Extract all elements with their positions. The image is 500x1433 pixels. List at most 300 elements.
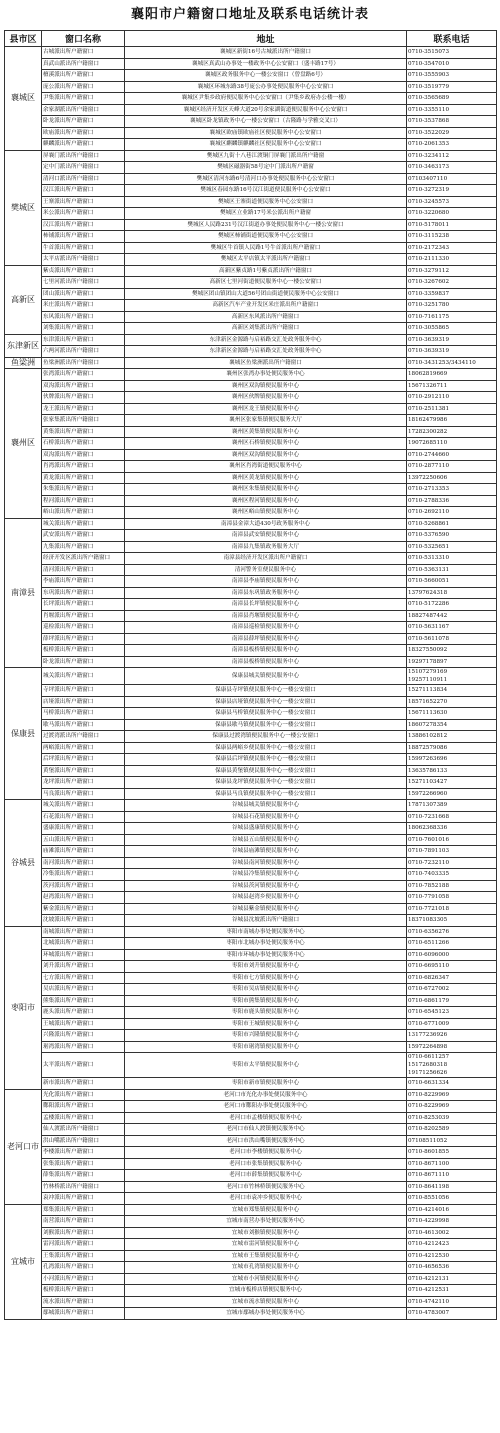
table-row bbox=[5, 1007, 497, 1019]
address-cell: 襄城区经济开发区天峰大道20号余家湖街道便民服务中心公安窗口 bbox=[125, 104, 407, 116]
address-cell: 保康县两峪乡便民服务中心一楼公安窗口 bbox=[125, 742, 407, 754]
address-cell: 谷城县冷集镇便民服务中心 bbox=[125, 869, 407, 881]
table-row bbox=[5, 323, 497, 335]
address-cell: 老河口市光化办事处便民服务中心 bbox=[125, 1089, 407, 1101]
address-cell: 襄州区程河镇便民服务中心 bbox=[125, 495, 407, 507]
phone-cell: 0710-3251780 bbox=[407, 300, 497, 312]
phone-cell: 0710-7601016 bbox=[407, 834, 497, 846]
address-cell: 谷城县五山镇便民服务中心 bbox=[125, 834, 407, 846]
table-row bbox=[5, 742, 497, 754]
phone-cell: 0710-5178011 bbox=[407, 219, 497, 231]
address-cell: 襄城区鱼梁洲派出所户籍窗口 bbox=[125, 357, 407, 369]
phone-cell: 0710-6727002 bbox=[407, 984, 497, 996]
table-row bbox=[5, 507, 497, 519]
address-cell: 樊城区牛首镇人民路1号牛首派出所户籍窗口 bbox=[125, 242, 407, 254]
window-name-cell: 真武山派出所户籍窗口 bbox=[42, 58, 125, 70]
address-cell: 襄城区卧龙镇政务中心一楼公安窗口（古隆路与学雅交叉口） bbox=[125, 116, 407, 128]
address-cell: 襄州区双沟镇便民服务中心 bbox=[125, 449, 407, 461]
phone-cell: 0710-5172286 bbox=[407, 599, 497, 611]
address-cell: 保康县店垭镇便民服务中心一楼公安窗口 bbox=[125, 696, 407, 708]
phone-cell: 17871307389 bbox=[407, 800, 497, 812]
phone-cell: 0710-8229969 bbox=[407, 1089, 497, 1101]
address-cell: 襄州区峪山镇便民服务中心 bbox=[125, 507, 407, 519]
table-row bbox=[5, 196, 497, 208]
window-name-cell: 赵湾派出所户籍窗口 bbox=[42, 892, 125, 904]
window-name-cell: 牛首派出所户籍窗口 bbox=[42, 242, 125, 254]
window-name-cell: 米公派出所户籍窗口 bbox=[42, 208, 125, 220]
phone-cell: 07103407110 bbox=[407, 173, 497, 185]
address-cell: 谷城县城关镇便民服务中心 bbox=[125, 800, 407, 812]
address-cell: 枣阳市太平镇便民服务中心 bbox=[125, 1053, 407, 1078]
address-cell: 南漳县金漳大道430号政务服务中心 bbox=[125, 518, 407, 530]
phone-cell: 13177236926 bbox=[407, 1030, 497, 1042]
table-row bbox=[5, 380, 497, 392]
address-cell: 宜城市孔湾镇便民服务中心 bbox=[125, 1262, 407, 1274]
address-cell: 南漳县武安镇便民服务中心 bbox=[125, 530, 407, 542]
address-cell: 保康县城关镇便民服务中心 bbox=[125, 668, 407, 685]
phone-cell: 0710-4212530 bbox=[407, 1250, 497, 1262]
window-name-cell: 南营派出所户籍窗口 bbox=[42, 1216, 125, 1228]
phone-cell: 0710-8641198 bbox=[407, 1181, 497, 1193]
address-cell: 清河警务室便民服务中心 bbox=[125, 564, 407, 576]
table-row bbox=[5, 484, 497, 496]
table-row bbox=[5, 139, 497, 151]
address-cell: 谷城县石花镇便民服务中心 bbox=[125, 811, 407, 823]
table-row bbox=[5, 254, 497, 266]
address-cell: 南漳县薛坪镇便民服务中心 bbox=[125, 633, 407, 645]
phone-line: 19171256626 bbox=[408, 1070, 448, 1076]
address-cell: 谷城县赵湾乡便民服务中心 bbox=[125, 892, 407, 904]
window-name-cell: 长坪派出所户籍窗口 bbox=[42, 599, 125, 611]
phone-cell: 0710-3115238 bbox=[407, 231, 497, 243]
phone-cell: 0710-8229969 bbox=[407, 1101, 497, 1113]
phone-cell: 0710-6631334 bbox=[407, 1078, 497, 1090]
address-cell: 枣阳市熊集镇便民服务中心 bbox=[125, 995, 407, 1007]
table-row bbox=[5, 823, 497, 835]
window-name-cell: 琚湾派出所户籍窗口 bbox=[42, 1041, 125, 1053]
table-row bbox=[5, 633, 497, 645]
address-cell: 枣阳市新市镇便民服务中心 bbox=[125, 1078, 407, 1090]
address-cell: 枣阳市琚湾镇便民服务中心 bbox=[125, 1041, 407, 1053]
phone-cell: 18607278354 bbox=[407, 719, 497, 731]
table-row bbox=[5, 438, 497, 450]
window-name-cell: 程河派出所户籍窗口 bbox=[42, 495, 125, 507]
table-row bbox=[5, 685, 497, 697]
window-name-cell: 太平店派出所户籍窗口 bbox=[42, 254, 125, 266]
phone-cell: 0710-5660051 bbox=[407, 576, 497, 588]
table-row bbox=[5, 116, 497, 128]
window-name-cell: 卧龙派出所户籍窗口 bbox=[42, 116, 125, 128]
table-row bbox=[5, 599, 497, 611]
address-cell: 枣阳市北城办事处便民服务中心 bbox=[125, 938, 407, 950]
phone-cell: 17282300282 bbox=[407, 426, 497, 438]
table-row bbox=[5, 93, 497, 105]
window-name-cell: 张集派出所户籍窗口 bbox=[42, 1158, 125, 1170]
window-name-cell: 流水派出所户籍窗口 bbox=[42, 1296, 125, 1308]
address-cell: 高新区汽车产业开发区米庄派出所户籍窗口 bbox=[125, 300, 407, 312]
phone-cell: 0710-7161175 bbox=[407, 311, 497, 323]
table-row bbox=[5, 869, 497, 881]
address-cell: 枣阳市兴隆镇便民服务中心 bbox=[125, 1030, 407, 1042]
table-row bbox=[5, 777, 497, 789]
county-cell: 东津新区 bbox=[5, 334, 42, 357]
phone-cell: 0710-7403335 bbox=[407, 869, 497, 881]
phone-cell: 0710-2111330 bbox=[407, 254, 497, 266]
address-cell: 谷城县沈坡派出所户籍窗口 bbox=[125, 915, 407, 927]
table-row bbox=[5, 811, 497, 823]
phone-cell: 18327550092 bbox=[407, 645, 497, 657]
address-cell: 保康县黄堡镇便民服务中心一楼公安窗口 bbox=[125, 765, 407, 777]
phone-cell: 0710-8202589 bbox=[407, 1124, 497, 1136]
phone-cell: 18571652270 bbox=[407, 696, 497, 708]
window-name-cell: 鹿头派出所户籍窗口 bbox=[42, 1007, 125, 1019]
table-row bbox=[5, 961, 497, 973]
phone-cell: 0710-2172343 bbox=[407, 242, 497, 254]
address-cell: 枣阳市南城办事处便民服务中心 bbox=[125, 926, 407, 938]
address-cell: 老河口市仙人渡镇便民服务中心 bbox=[125, 1124, 407, 1136]
phone-cell: 13886102812 bbox=[407, 731, 497, 743]
phone-cell: 0710-3639319 bbox=[407, 334, 497, 346]
phone-cell: 18162479986 bbox=[407, 415, 497, 427]
header-phone: 联系电话 bbox=[407, 31, 497, 47]
table-row bbox=[5, 1124, 497, 1136]
table-row bbox=[5, 265, 497, 277]
address-cell: 樊城区太平店镇太平派出所户籍窗口 bbox=[125, 254, 407, 266]
table-row bbox=[5, 972, 497, 984]
window-name-cell: 七里河派出所户籍窗口 bbox=[42, 277, 125, 289]
address-cell: 襄州区石桥镇便民服务中心 bbox=[125, 438, 407, 450]
window-name-cell: 洪山嘴派出所户籍窗口 bbox=[42, 1135, 125, 1147]
window-name-cell: 东巩派出所户籍窗口 bbox=[42, 587, 125, 599]
table-row bbox=[5, 127, 497, 139]
address-cell: 宜城市流水镇便民服务中心 bbox=[125, 1296, 407, 1308]
window-name-cell: 卧龙派出所户籍窗口 bbox=[42, 656, 125, 668]
address-cell: 樊城区立业路17号米公派出所户籍窗 bbox=[125, 208, 407, 220]
county-cell: 樊城区 bbox=[5, 150, 42, 265]
county-cell: 宜城市 bbox=[5, 1204, 42, 1319]
table-row bbox=[5, 1216, 497, 1228]
address-cell: 谷城县南河镇便民服务中心 bbox=[125, 857, 407, 869]
phone-cell: 07108511052 bbox=[407, 1135, 497, 1147]
window-name-cell: 清河派出所户籍窗口 bbox=[42, 564, 125, 576]
phone-cell: 13972250606 bbox=[407, 472, 497, 484]
table-row bbox=[5, 461, 497, 473]
table-row bbox=[5, 231, 497, 243]
phone-cell: 15972264898 bbox=[407, 1041, 497, 1053]
phone-cell: 0710-3355110 bbox=[407, 104, 497, 116]
phone-cell: 18062819669 bbox=[407, 369, 497, 381]
phone-cell: 18371083305 bbox=[407, 915, 497, 927]
window-name-cell: 双沟派出所户籍窗口 bbox=[42, 380, 125, 392]
address-cell: 襄城区麒麟镇麒麟社区便民服务中心公安窗口 bbox=[125, 139, 407, 151]
address-cell: 宜城市鄢城办事处便民服务中心 bbox=[125, 1308, 407, 1320]
table-row bbox=[5, 288, 497, 300]
address-cell: 南漳县巡检镇便民服务中心 bbox=[125, 622, 407, 634]
phone-cell: 0710-3220680 bbox=[407, 208, 497, 220]
table-row bbox=[5, 1285, 497, 1297]
table-row bbox=[5, 1227, 497, 1239]
table-row bbox=[5, 185, 497, 197]
table-row bbox=[5, 1193, 497, 1205]
phone-cell: 0710-8671110 bbox=[407, 1170, 497, 1182]
table-row bbox=[5, 495, 497, 507]
phone-cell: 0710-6511266 bbox=[407, 938, 497, 950]
phone-cell: 0710-3555903 bbox=[407, 70, 497, 82]
phone-cell: 0710-2713353 bbox=[407, 484, 497, 496]
window-name-cell: 团山派出所户籍窗口 bbox=[42, 288, 125, 300]
address-cell: 樊城区王寨街道便民服务中心公安窗口 bbox=[125, 196, 407, 208]
phone-cell: 18062368336 bbox=[407, 823, 497, 835]
phone-cell: 0710-7891103 bbox=[407, 846, 497, 858]
phone-line: 15172680318 bbox=[408, 1062, 448, 1068]
phone-cell: 15671113630 bbox=[407, 708, 497, 720]
address-cell: 宜城市小河镇便民服务中心 bbox=[125, 1273, 407, 1285]
phone-cell: 0710-3639319 bbox=[407, 346, 497, 358]
phone-cell: 0710-4229998 bbox=[407, 1216, 497, 1228]
window-name-cell: 双沟派出所户籍窗口 bbox=[42, 449, 125, 461]
phone-cell: 0710-3359837 bbox=[407, 288, 497, 300]
address-cell: 南漳县板桥镇便民服务中心 bbox=[125, 656, 407, 668]
address-cell: 襄州区黄龙镇便民服务中心 bbox=[125, 472, 407, 484]
window-name-cell: 屏襄门派出所户籍窗口 bbox=[42, 150, 125, 162]
window-name-cell: 王集派出所户籍窗口 bbox=[42, 1250, 125, 1262]
address-cell: 襄州区肖湾街道便民服务中心 bbox=[125, 461, 407, 473]
address-cell: 高新区七里河街道便民服务中心一楼公安窗口 bbox=[125, 277, 407, 289]
table-row bbox=[5, 1135, 497, 1147]
table-row bbox=[5, 426, 497, 438]
address-cell: 保康县过渡湾镇便民服务中心一楼公安窗口 bbox=[125, 731, 407, 743]
phone-cell: 18872579086 bbox=[407, 742, 497, 754]
phone-cell: 0710-5325651 bbox=[407, 541, 497, 553]
phone-cell: 0710-8671100 bbox=[407, 1158, 497, 1170]
address-cell: 东津新区金源路与启裕路交汇处政务服务中心 bbox=[125, 346, 407, 358]
address-cell: 谷城县茨河镇便民服务中心 bbox=[125, 880, 407, 892]
address-cell: 老河口市竹林桥镇便民服务中心 bbox=[125, 1181, 407, 1193]
window-name-cell: 米庄派出所户籍窗口 bbox=[42, 300, 125, 312]
window-name-cell: 龙王派出所户籍窗口 bbox=[42, 403, 125, 415]
phone-cell: 0710-4656536 bbox=[407, 1262, 497, 1274]
window-name-cell: 仙人渡派出所户籍窗口 bbox=[42, 1124, 125, 1136]
table-row bbox=[5, 834, 497, 846]
window-name-cell: 薛坪派出所户籍窗口 bbox=[42, 633, 125, 645]
address-cell: 宜城市王集镇便民服务中心 bbox=[125, 1250, 407, 1262]
window-name-cell: 麒麟派出所户籍窗口 bbox=[42, 139, 125, 151]
address-cell: 保康县寺坪镇便民服务中心一楼公安窗口 bbox=[125, 685, 407, 697]
address-cell: 襄州区张家集镇便民服务大厅 bbox=[125, 415, 407, 427]
window-name-cell: 柿铺派出所户籍窗口 bbox=[42, 231, 125, 243]
window-name-cell: 巡检派出所户籍窗口 bbox=[42, 622, 125, 634]
window-name-cell: 板桥派出所户籍窗口 bbox=[42, 645, 125, 657]
table-row bbox=[5, 392, 497, 404]
window-name-cell: 余家湖派出所户籍窗口 bbox=[42, 104, 125, 116]
window-name-cell: 酂阳派出所户籍窗口 bbox=[42, 1101, 125, 1113]
window-name-cell: 鱼梁洲派出所户籍窗口 bbox=[42, 357, 125, 369]
table-row bbox=[5, 472, 497, 484]
window-name-cell: 过渡湾派出所户籍窗口 bbox=[42, 731, 125, 743]
table-row bbox=[5, 47, 497, 59]
county-cell: 谷城县 bbox=[5, 800, 42, 927]
table-row bbox=[5, 765, 497, 777]
table-row bbox=[5, 1273, 497, 1285]
window-name-cell: 冷集派出所户籍窗口 bbox=[42, 869, 125, 881]
phone-cell: 0710-3515073 bbox=[407, 47, 497, 59]
table-row bbox=[5, 1250, 497, 1262]
address-cell: 谷城县盛康镇便民服务中心 bbox=[125, 823, 407, 835]
address-cell: 樊城区人民路231号汉江街道办事处便民服务中心一楼公安窗口 bbox=[125, 219, 407, 231]
window-name-cell: 马桥派出所户籍窗口 bbox=[42, 708, 125, 720]
window-name-cell: 古城派出所户籍窗口 bbox=[42, 47, 125, 59]
phone-cell: 0710-2061353 bbox=[407, 139, 497, 151]
phone-cell: 0710-7791058 bbox=[407, 892, 497, 904]
window-name-cell: 北城派出所户籍窗口 bbox=[42, 938, 125, 950]
address-cell: 高新区刘集派出所户籍窗口 bbox=[125, 323, 407, 335]
phone-cell: 19072685110 bbox=[407, 438, 497, 450]
address-cell: 襄州区双沟镇便民服务中心 bbox=[125, 380, 407, 392]
address-cell: 谷城县紫金镇便民服务中心 bbox=[125, 903, 407, 915]
table-row bbox=[5, 1030, 497, 1042]
window-name-cell: 汉江派出所户籍窗口 bbox=[42, 185, 125, 197]
county-cell: 枣阳市 bbox=[5, 926, 42, 1089]
table-row bbox=[5, 645, 497, 657]
phone-cell: 0710-4212131 bbox=[407, 1273, 497, 1285]
phone-cell: 0710-6826347 bbox=[407, 972, 497, 984]
table-row bbox=[5, 1147, 497, 1159]
phone-cell: 0710-8601855 bbox=[407, 1147, 497, 1159]
address-cell: 襄城区环城东路38号庞公办事处便民服务中心公安窗口 bbox=[125, 81, 407, 93]
phone-line: 15107279169 bbox=[408, 669, 448, 675]
address-cell: 老河口市薛集镇便民服务中心 bbox=[125, 1170, 407, 1182]
table-row bbox=[5, 518, 497, 530]
phone-cell bbox=[407, 668, 497, 685]
phone-cell: 0710-3245573 bbox=[407, 196, 497, 208]
table-row bbox=[5, 173, 497, 185]
table-row bbox=[5, 1089, 497, 1101]
county-cell: 南漳县 bbox=[5, 518, 42, 668]
window-name-cell: 武安派出所户籍窗口 bbox=[42, 530, 125, 542]
address-cell: 枣阳市刘升镇便民服务中心 bbox=[125, 961, 407, 973]
phone-cell: 0710-2511381 bbox=[407, 403, 497, 415]
window-name-cell: 刘升派出所户籍窗口 bbox=[42, 961, 125, 973]
window-name-cell: 朱集派出所户籍窗口 bbox=[42, 484, 125, 496]
phone-line: 0710-6611257 bbox=[408, 1054, 450, 1060]
phone-cell: 0710-3267602 bbox=[407, 277, 497, 289]
phone-cell: 0710-7232110 bbox=[407, 857, 497, 869]
window-name-cell: 盛康派出所户籍窗口 bbox=[42, 823, 125, 835]
address-cell: 谷城县庙滩镇便民服务中心 bbox=[125, 846, 407, 858]
address-cell: 宜城市郑集镇便民服务中心 bbox=[125, 1204, 407, 1216]
phone-line: 19257110911 bbox=[408, 677, 448, 683]
window-name-cell: 竹林桥派出所户籍窗口 bbox=[42, 1181, 125, 1193]
window-name-cell: 李庙派出所户籍窗口 bbox=[42, 576, 125, 588]
address-cell: 襄州区朱集镇便民服务中心 bbox=[125, 484, 407, 496]
phone-cell: 13797624318 bbox=[407, 587, 497, 599]
table-row bbox=[5, 1158, 497, 1170]
table-row bbox=[5, 219, 497, 231]
window-name-cell: 龙坪派出所户籍窗口 bbox=[42, 777, 125, 789]
table-body bbox=[5, 47, 497, 1320]
window-name-cell: 檀溪派出所户籍窗口 bbox=[42, 70, 125, 82]
table-row bbox=[5, 1078, 497, 1090]
address-cell: 襄州区黄集镇便民服务中心 bbox=[125, 426, 407, 438]
phone-cell: 0710-3547010 bbox=[407, 58, 497, 70]
window-name-cell: 庙滩派出所户籍窗口 bbox=[42, 846, 125, 858]
phone-cell: 0710-3565689 bbox=[407, 93, 497, 105]
document-title: 襄阳市户籍窗口地址及联系电话统计表 bbox=[130, 7, 369, 22]
window-name-cell: 七方派出所户籍窗口 bbox=[42, 972, 125, 984]
phone-cell: 19297178897 bbox=[407, 656, 497, 668]
window-name-cell: 黄集派出所户籍窗口 bbox=[42, 426, 125, 438]
table-row bbox=[5, 696, 497, 708]
address-cell: 南漳县肖堰镇便民服务中心 bbox=[125, 610, 407, 622]
address-cell: 保康县马良镇便民服务中心一楼公安窗口 bbox=[125, 788, 407, 800]
table-row bbox=[5, 938, 497, 950]
table-row bbox=[5, 58, 497, 70]
phone-cell: 0710-5631167 bbox=[407, 622, 497, 634]
window-name-cell: 袁冲派出所户籍窗口 bbox=[42, 1193, 125, 1205]
phone-cell: 0710-4613002 bbox=[407, 1227, 497, 1239]
address-cell: 保康县龙坪镇便民服务中心一楼公安窗口 bbox=[125, 777, 407, 789]
phone-cell: 0710-3522029 bbox=[407, 127, 497, 139]
window-name-cell: 尹集派出所户籍窗口 bbox=[42, 93, 125, 105]
phone-cell: 0710-7231668 bbox=[407, 811, 497, 823]
phone-cell: 0710-3279112 bbox=[407, 265, 497, 277]
phone-cell: 0710-5611078 bbox=[407, 633, 497, 645]
window-name-cell: 店垭派出所户籍窗口 bbox=[42, 696, 125, 708]
table-row bbox=[5, 369, 497, 381]
table-row bbox=[5, 903, 497, 915]
table-row bbox=[5, 668, 497, 685]
window-name-cell: 刘猴派出所户籍窗口 bbox=[42, 1227, 125, 1239]
window-name-cell: 定中门派出所户籍窗口 bbox=[42, 162, 125, 174]
address-cell: 宜城市南营办事处便民服务中心 bbox=[125, 1216, 407, 1228]
window-name-cell: 两峪派出所户籍窗口 bbox=[42, 742, 125, 754]
window-name-cell: 伙牌派出所户籍窗口 bbox=[42, 392, 125, 404]
address-cell: 南漳县板桥镇便民服务中心 bbox=[125, 645, 407, 657]
county-cell: 老河口市 bbox=[5, 1089, 42, 1204]
phone-cell: 0710-4212531 bbox=[407, 1285, 497, 1297]
table-row bbox=[5, 415, 497, 427]
window-name-cell: 环城派出所户籍窗口 bbox=[42, 949, 125, 961]
county-cell: 高新区 bbox=[5, 265, 42, 334]
address-cell: 枣阳市王城镇便民服务中心 bbox=[125, 1018, 407, 1030]
window-name-cell: 东风派出所户籍窗口 bbox=[42, 311, 125, 323]
address-cell: 襄城区新街16号古城派出所户籍窗口 bbox=[125, 47, 407, 59]
table-row bbox=[5, 995, 497, 1007]
phone-cell: 0710-5376590 bbox=[407, 530, 497, 542]
table-row bbox=[5, 70, 497, 82]
address-cell: 南漳县九集镇政务服务大厅 bbox=[125, 541, 407, 553]
address-cell: 宜城市雷河镇便民服务中心 bbox=[125, 1239, 407, 1251]
table-row bbox=[5, 1041, 497, 1053]
table-row bbox=[5, 754, 497, 766]
phone-cell: 15271113834 bbox=[407, 685, 497, 697]
table-row bbox=[5, 334, 497, 346]
header-address: 地址 bbox=[125, 31, 407, 47]
table-row bbox=[5, 656, 497, 668]
window-name-cell: 太平派出所户籍窗口 bbox=[42, 1053, 125, 1078]
table-row bbox=[5, 1018, 497, 1030]
window-name-cell: 城关派出所户籍窗口 bbox=[42, 800, 125, 812]
table-row bbox=[5, 208, 497, 220]
header-row bbox=[5, 31, 497, 47]
window-name-cell: 欧庙派出所户籍窗口 bbox=[42, 127, 125, 139]
window-name-cell: 板桥派出所户籍窗口 bbox=[42, 1285, 125, 1297]
table-row bbox=[5, 892, 497, 904]
window-name-cell: 张家集派出所户籍窗口 bbox=[42, 415, 125, 427]
table-row bbox=[5, 1101, 497, 1113]
table-row bbox=[5, 1053, 497, 1078]
address-cell: 高新区东风派出所户籍窗口 bbox=[125, 311, 407, 323]
